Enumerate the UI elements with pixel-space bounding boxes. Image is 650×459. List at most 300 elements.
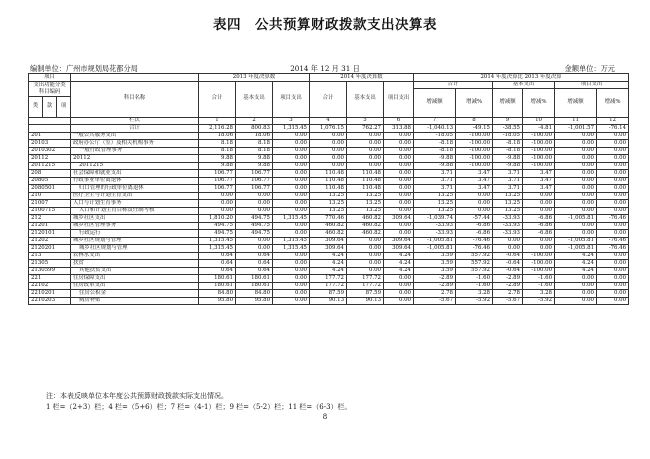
amount-cell: 309.64 <box>310 245 347 253</box>
amount-cell: -1.60 <box>456 282 493 290</box>
amount-cell: 3.28 <box>456 290 493 298</box>
amount-cell: 87.59 <box>347 290 384 298</box>
amount-cell: 87.59 <box>310 290 347 298</box>
inc-amt-header: 增减额 <box>555 89 597 118</box>
subject-code: 2010302 <box>29 147 71 155</box>
amount-cell: 0.00 <box>555 155 597 163</box>
amount-cell: 0.00 <box>273 222 310 230</box>
amount-cell: 309.64 <box>384 215 414 223</box>
amount-cell: -100.00 <box>456 132 493 140</box>
amount-cell: 0.00 <box>523 200 555 208</box>
table-note: 注：本表反映单位本年度公共预算财政拨款实际支出情况。 <box>46 392 228 400</box>
amount-cell: 557.92 <box>456 267 493 275</box>
amount-cell: 0.00 <box>273 200 310 208</box>
amount-cell: 13.25 <box>493 207 523 215</box>
amount-cell: 0.00 <box>384 177 414 185</box>
basic-2013-header: 基本支出 <box>236 81 273 117</box>
total-cell: 800.83 <box>236 125 273 133</box>
amount-cell: 84.80 <box>199 290 236 298</box>
amount-cell: 1,315.45 <box>199 245 236 253</box>
amount-cell: 0.00 <box>597 230 629 238</box>
amount-cell: 0.00 <box>236 207 273 215</box>
amount-cell: 460.82 <box>310 230 347 238</box>
subject-code: 2210203 <box>29 297 71 305</box>
subject-name: 城乡社区管理事务 <box>71 222 199 230</box>
subject-code: 212 <box>29 215 71 223</box>
amount-cell: 0.00 <box>310 147 347 155</box>
amount-cell: 0.00 <box>384 207 414 215</box>
table-row <box>29 282 629 290</box>
col-number: 7 <box>414 117 456 125</box>
amount-cell: 0.00 <box>456 200 493 208</box>
amount-cell: 0.00 <box>523 207 555 215</box>
subject-code: 2120101 <box>29 230 71 238</box>
amount-cell: 110.48 <box>310 170 347 178</box>
amount-cell: 4.24 <box>384 260 414 268</box>
amount-cell: 1,315.45 <box>273 245 310 253</box>
amount-cell: 3.47 <box>456 185 493 193</box>
amount-cell: -100.00 <box>523 252 555 260</box>
amount-cell: 0.00 <box>493 237 523 245</box>
total-cell: -1,001.57 <box>555 125 597 133</box>
amount-cell: 180.61 <box>199 282 236 290</box>
amount-cell: 0.00 <box>273 132 310 140</box>
amount-cell: 13.25 <box>347 207 384 215</box>
subject-code: 22102 <box>29 282 71 290</box>
amount-cell: -9.88 <box>414 162 456 170</box>
amount-cell: 0.00 <box>555 282 597 290</box>
table-row <box>29 147 629 155</box>
amount-cell: 0.00 <box>597 185 629 193</box>
amount-cell: 0.00 <box>597 140 629 148</box>
subject-code: 21201 <box>29 222 71 230</box>
amount-cell: 0.00 <box>555 140 597 148</box>
amount-cell: 309.64 <box>310 237 347 245</box>
xiang-header: 项 <box>57 96 71 117</box>
table-row <box>29 222 629 230</box>
amount-cell: 3.71 <box>414 185 456 193</box>
table-row <box>29 185 629 193</box>
col-number: 8 <box>456 117 493 125</box>
amount-cell: 0.00 <box>347 267 384 275</box>
col-number: 2 <box>236 117 273 125</box>
total-cell: 1,315.45 <box>273 125 310 133</box>
amount-cell: 3.59 <box>414 260 456 268</box>
subject-name: 2011215 <box>71 162 199 170</box>
subject-code: 201 <box>29 132 71 140</box>
amount-cell: 0.00 <box>555 170 597 178</box>
table-row <box>29 275 629 283</box>
amount-cell: -5.92 <box>523 297 555 305</box>
amount-cell: 1,315.45 <box>273 215 310 223</box>
amount-cell: 0.00 <box>199 192 236 200</box>
amount-cell: 18.06 <box>236 132 273 140</box>
table-row <box>29 192 629 200</box>
amount-cell: 0.64 <box>236 267 273 275</box>
subject-code: 2120201 <box>29 245 71 253</box>
amount-cell: 8.18 <box>199 140 236 148</box>
amount-cell: 4.24 <box>384 267 414 275</box>
amount-cell: 0.00 <box>384 192 414 200</box>
table-row <box>29 207 629 215</box>
amount-cell: -76.46 <box>597 215 629 223</box>
amount-cell: 4.24 <box>310 267 347 275</box>
amount-cell: 4.24 <box>310 252 347 260</box>
inc-pct-header: 增减% <box>523 89 555 118</box>
total-cell: -49.15 <box>456 125 493 133</box>
amount-cell: -100.00 <box>523 267 555 275</box>
amount-cell: 8.18 <box>199 147 236 155</box>
amount-cell: 95.80 <box>236 297 273 305</box>
amount-cell: -6.86 <box>523 230 555 238</box>
amount-cell: 106.77 <box>236 177 273 185</box>
amount-cell: 0.00 <box>456 207 493 215</box>
amount-cell: 0.00 <box>310 162 347 170</box>
amount-cell: 0.00 <box>384 155 414 163</box>
amount-cell: -100.00 <box>456 162 493 170</box>
table-row <box>29 132 629 140</box>
table-row <box>29 177 629 185</box>
col-number: 12 <box>597 117 629 125</box>
amount-cell: 110.48 <box>347 177 384 185</box>
amount-cell: 0.64 <box>236 252 273 260</box>
amount-cell: -0.64 <box>493 260 523 268</box>
amount-cell: -9.88 <box>493 162 523 170</box>
amount-cell: 0.00 <box>597 252 629 260</box>
amount-cell: 8.18 <box>236 147 273 155</box>
table-row <box>29 245 629 253</box>
subject-code: 21202 <box>29 237 71 245</box>
subject-code: 21007 <box>29 200 71 208</box>
amount-cell: -100.00 <box>523 162 555 170</box>
amount-cell: -1.60 <box>456 275 493 283</box>
amount-cell: 90.13 <box>310 297 347 305</box>
amount-cell: 8.18 <box>236 140 273 148</box>
amount-cell: 0.00 <box>273 147 310 155</box>
amount-cell: 106.77 <box>236 170 273 178</box>
amount-cell: 0.00 <box>273 177 310 185</box>
total-cell: -1,040.13 <box>414 125 456 133</box>
col-number: 9 <box>493 117 523 125</box>
amount-cell: 0.00 <box>555 132 597 140</box>
amount-cell: 0.00 <box>597 192 629 200</box>
amount-cell: 0.00 <box>273 192 310 200</box>
amount-cell: 0.00 <box>347 132 384 140</box>
amount-cell: 2.78 <box>414 290 456 298</box>
amount-cell: 494.75 <box>236 222 273 230</box>
amount-cell: 0.00 <box>555 230 597 238</box>
amount-cell: -0.64 <box>493 267 523 275</box>
amount-cell: 0.00 <box>384 162 414 170</box>
amount-cell: 0.00 <box>597 162 629 170</box>
amount-cell: 460.82 <box>310 222 347 230</box>
amount-cell: -100.00 <box>456 140 493 148</box>
amount-cell: -1,005.81 <box>555 245 597 253</box>
amount-cell: 0.00 <box>347 140 384 148</box>
year-2013-header: 2013 年度决算数 <box>199 74 310 82</box>
amount-cell: -2.89 <box>493 282 523 290</box>
subject-name: 城乡社区规划与管理 <box>71 245 199 253</box>
compiling-unit: 编制单位：广州市规划局花都分局 <box>30 64 138 73</box>
amount-cell: -1.60 <box>523 282 555 290</box>
amount-cell: 0.00 <box>347 155 384 163</box>
amount-cell: 0.00 <box>597 282 629 290</box>
amount-cell: -33.93 <box>414 222 456 230</box>
amount-cell: 9.88 <box>236 155 273 163</box>
amount-cell: -8.18 <box>414 147 456 155</box>
amount-cell: 309.64 <box>384 245 414 253</box>
amount-cell: -8.18 <box>493 147 523 155</box>
amount-cell: 177.72 <box>347 282 384 290</box>
subject-code: 2080501 <box>29 185 71 193</box>
total-cell: 762.27 <box>347 125 384 133</box>
amount-cell: 3.59 <box>414 252 456 260</box>
amount-cell: 4.24 <box>555 260 597 268</box>
amount-cell: -1,005.81 <box>555 237 597 245</box>
total-cell: -38.55 <box>493 125 523 133</box>
table-row <box>29 140 629 148</box>
amount-cell: 3.47 <box>523 185 555 193</box>
amount-cell: 110.48 <box>310 185 347 193</box>
amount-cell: 0.00 <box>273 282 310 290</box>
table-row <box>29 230 629 238</box>
subject-name: 住房改革支出 <box>71 282 199 290</box>
subject-name: 住房保障支出 <box>71 275 199 283</box>
total-cell: 1,076.15 <box>310 125 347 133</box>
amount-cell: -76.46 <box>597 245 629 253</box>
amount-cell: 0.00 <box>384 290 414 298</box>
amount-cell: 0.00 <box>236 237 273 245</box>
amount-cell: 0.00 <box>555 177 597 185</box>
amount-cell: 13.25 <box>414 192 456 200</box>
amount-cell: 180.61 <box>236 275 273 283</box>
name-header: 科目名称 <box>71 81 199 117</box>
amount-cell: 1,315.45 <box>273 237 310 245</box>
amount-cell: 4.24 <box>555 267 597 275</box>
amount-cell: -9.88 <box>493 155 523 163</box>
amount-cell: -100.00 <box>456 155 493 163</box>
project-2013-header: 项目支出 <box>273 81 310 117</box>
amount-cell: 0.64 <box>199 267 236 275</box>
amount-cell: 0.00 <box>273 275 310 283</box>
amount-cell: 106.77 <box>199 185 236 193</box>
subject-name: 20112 <box>71 155 199 163</box>
cmp-total-header: 合计 <box>414 81 493 89</box>
amount-cell: 0.00 <box>347 252 384 260</box>
amount-cell: 4.24 <box>310 260 347 268</box>
comparison-header: 2014 年度决算比 2013 年度决算 <box>414 74 629 82</box>
amount-cell: 0.00 <box>347 245 384 253</box>
inc-pct-header: 增减% <box>456 89 493 118</box>
column-formula-note: 1 栏=（2+3）栏；4 栏=（5+6）栏；7 栏=（4-1）栏；9 栏=（5-2）栏；11 栏=（6-3）栏。 <box>46 403 352 411</box>
table-header <box>29 74 629 133</box>
amount-cell: -6.86 <box>456 222 493 230</box>
amount-cell: 0.00 <box>597 200 629 208</box>
cmp-project-header: 项目支出 <box>555 81 629 89</box>
amount-cell: 460.82 <box>347 230 384 238</box>
amount-cell: 0.00 <box>384 132 414 140</box>
amount-cell: -100.00 <box>523 155 555 163</box>
amount-cell: 0.00 <box>384 297 414 305</box>
amount-cell: 0.00 <box>347 260 384 268</box>
amount-cell: 4.24 <box>384 252 414 260</box>
total-cell: 2,116.28 <box>199 125 236 133</box>
col-number: 1 <box>199 117 236 125</box>
amount-cell: 0.00 <box>384 185 414 193</box>
amount-cell: -76.46 <box>456 245 493 253</box>
col-number: 11 <box>555 117 597 125</box>
amount-cell: 0.00 <box>273 260 310 268</box>
subject-code: 20805 <box>29 177 71 185</box>
subject-name: 城乡社区规划与管理 <box>71 237 199 245</box>
code-header: 支出功能分类科目编码 <box>29 81 71 96</box>
subject-name: 社会保障和就业支出 <box>71 170 199 178</box>
table-row <box>29 290 629 298</box>
subject-name: 行政事业单位离退休 <box>71 177 199 185</box>
amount-cell: -1.60 <box>523 275 555 283</box>
amount-cell: 494.75 <box>236 230 273 238</box>
table-row <box>29 252 629 260</box>
amount-unit: 金额单位：万元 <box>564 64 615 73</box>
amount-cell: 0.00 <box>273 207 310 215</box>
amount-cell: 0.00 <box>310 132 347 140</box>
amount-cell: 180.61 <box>199 275 236 283</box>
amount-cell: 0.00 <box>597 267 629 275</box>
subject-name: 一般行政管理事务 <box>71 147 199 155</box>
subject-name: 其他扶贫支出 <box>71 267 199 275</box>
amount-cell: 0.00 <box>273 162 310 170</box>
amount-cell: -33.93 <box>414 230 456 238</box>
amount-cell: 180.61 <box>236 282 273 290</box>
table-row <box>29 267 629 275</box>
amount-cell: -100.00 <box>523 147 555 155</box>
amount-cell: 0.00 <box>273 140 310 148</box>
inc-amt-header: 增减额 <box>414 89 456 118</box>
amount-cell: 0.00 <box>310 140 347 148</box>
subject-name: 归口管理的行政单位离退休 <box>71 185 199 193</box>
amount-cell: 0.00 <box>273 297 310 305</box>
amount-cell: 0.00 <box>597 297 629 305</box>
table-row <box>29 260 629 268</box>
amount-cell: 0.00 <box>273 290 310 298</box>
basic-2014-header: 基本支出 <box>347 81 384 117</box>
subject-code: 208 <box>29 170 71 178</box>
amount-cell: 9.88 <box>199 155 236 163</box>
amount-cell: 13.25 <box>310 192 347 200</box>
amount-cell: 0.00 <box>597 275 629 283</box>
amount-cell: 0.00 <box>236 192 273 200</box>
amount-cell: 177.72 <box>310 282 347 290</box>
amount-cell: 0.00 <box>597 132 629 140</box>
subject-code: 2011215 <box>29 162 71 170</box>
subject-name: 扶贫 <box>71 260 199 268</box>
amount-cell: 494.75 <box>199 222 236 230</box>
subject-code: 21305 <box>29 260 71 268</box>
amount-cell: 110.48 <box>347 170 384 178</box>
subject-code: 221 <box>29 275 71 283</box>
amount-cell: -1,005.81 <box>414 237 456 245</box>
amount-cell: 0.00 <box>384 147 414 155</box>
amount-cell: 3.47 <box>523 177 555 185</box>
amount-cell: 13.25 <box>414 200 456 208</box>
table-row <box>29 200 629 208</box>
col-number: 10 <box>523 117 555 125</box>
amount-cell: 494.75 <box>236 215 273 223</box>
amount-cell: 177.72 <box>347 275 384 283</box>
amount-cell: 3.71 <box>414 170 456 178</box>
amount-cell: 0.00 <box>384 275 414 283</box>
amount-cell: 0.00 <box>347 162 384 170</box>
subject-name: 人口与计划生育事务 <box>71 200 199 208</box>
amount-cell: 9.88 <box>199 162 236 170</box>
total-cell: 313.88 <box>384 125 414 133</box>
amount-cell: 0.00 <box>236 200 273 208</box>
amount-cell: 0.00 <box>384 140 414 148</box>
cmp-basic-header: 基本支出 <box>493 81 555 89</box>
amount-cell: 106.77 <box>199 170 236 178</box>
amount-cell: 9.88 <box>236 162 273 170</box>
amount-cell: -2.89 <box>493 275 523 283</box>
table-row <box>29 162 629 170</box>
table-row <box>29 170 629 178</box>
total-row <box>29 125 629 133</box>
col-number: 3 <box>273 117 310 125</box>
inc-amt-header: 增减额 <box>493 89 523 118</box>
total-cell: -4.81 <box>523 125 555 133</box>
amount-cell: 0.00 <box>555 207 597 215</box>
amount-cell: 3.47 <box>456 177 493 185</box>
amount-cell: -5.92 <box>456 297 493 305</box>
inc-pct-header: 增减% <box>597 89 629 118</box>
subject-code: 210 <box>29 192 71 200</box>
amount-cell: 13.25 <box>493 200 523 208</box>
amount-cell: 0.00 <box>273 155 310 163</box>
amount-cell: 0.00 <box>199 200 236 208</box>
amount-cell: 0.00 <box>273 267 310 275</box>
table-row <box>29 155 629 163</box>
budget-expenditure-table <box>28 73 629 305</box>
amount-cell: 18.06 <box>199 132 236 140</box>
amount-cell: -18.05 <box>493 132 523 140</box>
amount-cell: -100.00 <box>456 147 493 155</box>
amount-cell: 13.25 <box>347 200 384 208</box>
total-cell: -76.14 <box>597 125 629 133</box>
amount-cell: -1,005.81 <box>414 245 456 253</box>
total-2014-header: 合计 <box>310 81 347 117</box>
col-number: 6 <box>384 117 414 125</box>
amount-cell: 0.00 <box>273 230 310 238</box>
amount-cell: 106.77 <box>236 185 273 193</box>
subject-code: 2130599 <box>29 267 71 275</box>
amount-cell: 0.00 <box>199 207 236 215</box>
amount-cell: 0.00 <box>273 170 310 178</box>
amount-cell: 0.00 <box>597 260 629 268</box>
amount-cell: -6.86 <box>456 230 493 238</box>
amount-cell: 0.64 <box>199 260 236 268</box>
amount-cell: 3.47 <box>456 170 493 178</box>
amount-cell: 84.80 <box>236 290 273 298</box>
subject-name: 一般公共服务支出 <box>71 132 199 140</box>
amount-cell: 0.00 <box>384 222 414 230</box>
amount-cell: -0.64 <box>493 252 523 260</box>
amount-cell: 106.77 <box>199 177 236 185</box>
col-number: 4 <box>310 117 347 125</box>
amount-cell: -57.44 <box>456 215 493 223</box>
amount-cell: 13.25 <box>347 192 384 200</box>
amount-cell: 0.00 <box>555 162 597 170</box>
amount-cell: 0.00 <box>597 147 629 155</box>
amount-cell: 0.00 <box>555 290 597 298</box>
